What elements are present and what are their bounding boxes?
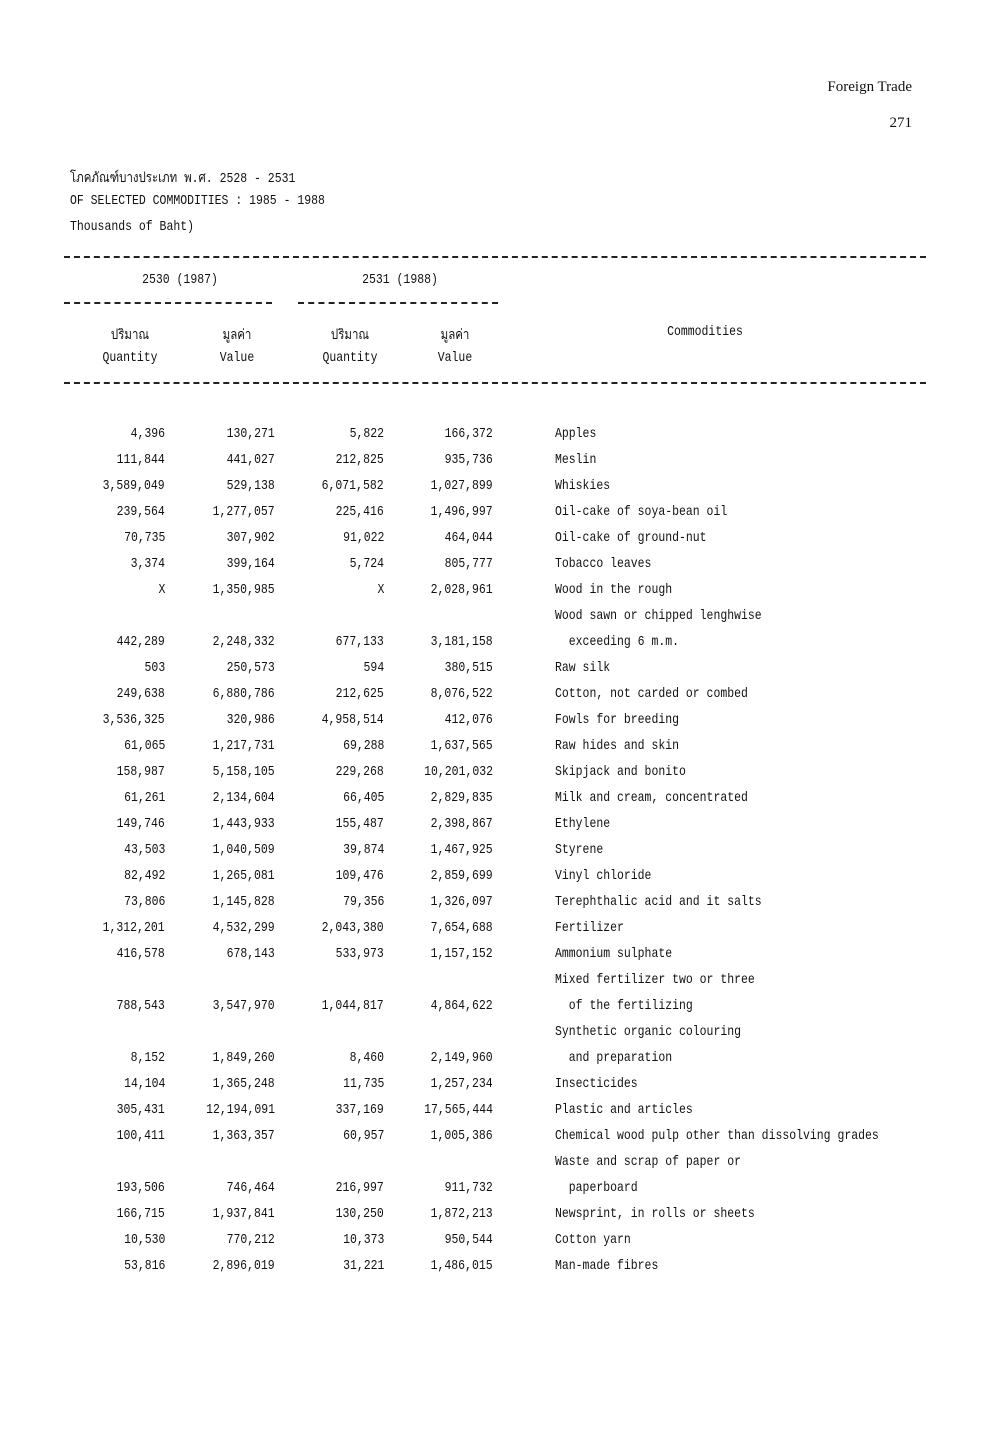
quantity-1988-cell: 11,735 <box>342 1076 384 1092</box>
table-title-thai: โภคภัณฑ์บางประเภท พ.ศ. 2528 - 2531 <box>70 171 296 187</box>
value-1988-cell: 4,864,622 <box>430 998 493 1014</box>
table-unit-note: Thousands of Baht) <box>70 219 195 235</box>
quantity-1988-cell: 212,825 <box>335 452 384 468</box>
value-1987-cell: 1,849,260 <box>212 1050 275 1066</box>
table-row <box>0 738 990 764</box>
quantity-1987-cell: 4,396 <box>130 426 165 442</box>
table-row <box>0 1024 990 1050</box>
table-row <box>0 478 990 504</box>
quantity-1988-cell: 155,487 <box>335 816 384 832</box>
commodity-name-cell: Apples <box>555 426 597 442</box>
value-1988-cell: 1,027,899 <box>430 478 493 494</box>
commodity-name-cell: Fertilizer <box>555 920 624 936</box>
table-row <box>0 816 990 842</box>
table-row <box>0 1076 990 1102</box>
commodity-name-cell: Wood in the rough <box>555 582 673 598</box>
year-1987-underline <box>64 302 272 304</box>
commodity-name-cell: Whiskies <box>555 478 611 494</box>
running-head: Foreign Trade <box>827 79 912 95</box>
table-row <box>0 452 990 478</box>
table-row <box>0 530 990 556</box>
table-row <box>0 634 990 660</box>
value-1988-cell: 1,005,386 <box>430 1128 493 1144</box>
commodity-name-cell: Milk and cream, concentrated <box>555 790 748 806</box>
value-1988-cell: 935,736 <box>444 452 493 468</box>
quantity-1987-cell: 100,411 <box>116 1128 165 1144</box>
quantity-1988-cell: 212,625 <box>335 686 384 702</box>
value-1987-cell: 529,138 <box>226 478 275 494</box>
quantity-1988-cell: 677,133 <box>335 634 384 650</box>
value-1988-heading: Value <box>437 350 473 366</box>
value-1988-cell: 412,076 <box>444 712 493 728</box>
commodity-name-cell: Raw silk <box>555 660 611 676</box>
quantity-1988-cell: 109,476 <box>335 868 384 884</box>
value-1987-cell: 441,027 <box>226 452 275 468</box>
quantity-1987-cell: 43,503 <box>123 842 165 858</box>
value-1988-cell: 2,398,867 <box>430 816 493 832</box>
quantity-1987-cell: 416,578 <box>116 946 165 962</box>
quantity-1987-cell: 53,816 <box>123 1258 165 1274</box>
value-1987-cell: 746,464 <box>226 1180 275 1196</box>
table-row <box>0 426 990 452</box>
table-row <box>0 1180 990 1206</box>
table-row <box>0 972 990 998</box>
quantity-1988-cell: 39,874 <box>342 842 384 858</box>
value-1988-cell: 2,829,835 <box>430 790 493 806</box>
commodity-name-cell: Newsprint, in rolls or sheets <box>555 1206 755 1222</box>
table-row <box>0 556 990 582</box>
commodity-name-cell: Vinyl chloride <box>555 868 652 884</box>
value-1987-cell: 3,547,970 <box>212 998 275 1014</box>
commodity-name-cell: Ethylene <box>555 816 611 832</box>
commodity-name-cell: and preparation <box>555 1050 673 1066</box>
value-1987-cell: 307,902 <box>226 530 275 546</box>
table-row <box>0 920 990 946</box>
value-1987-cell: 770,212 <box>226 1232 275 1248</box>
quantity-1987-cell: 249,638 <box>116 686 165 702</box>
commodity-name-cell: Waste and scrap of paper or <box>555 1154 742 1170</box>
commodity-name-cell: Cotton, not carded or combed <box>555 686 748 702</box>
table-row <box>0 504 990 530</box>
commodity-name-cell: Terephthalic acid and it salts <box>555 894 762 910</box>
header-bottom-rule <box>64 382 926 384</box>
table-row <box>0 946 990 972</box>
commodity-name-cell: Insecticides <box>555 1076 638 1092</box>
value-1988-cell: 166,372 <box>444 426 493 442</box>
table-row <box>0 1102 990 1128</box>
commodity-name-cell: Tobacco leaves <box>555 556 652 572</box>
quantity-1987-cell: 305,431 <box>116 1102 165 1118</box>
quantity-1987-cell: 82,492 <box>123 868 165 884</box>
commodity-name-cell: Cotton yarn <box>555 1232 631 1248</box>
value-1988-cell: 380,515 <box>444 660 493 676</box>
commodity-name-cell: Mixed fertilizer two or three <box>555 972 755 988</box>
value-1988-cell: 464,044 <box>444 530 493 546</box>
value-1988-cell: 1,486,015 <box>430 1258 493 1274</box>
commodity-name-cell: Ammonium sulphate <box>555 946 673 962</box>
commodity-name-cell: Fowls for breeding <box>555 712 680 728</box>
year-1987-heading: 2530 (1987) <box>142 272 218 288</box>
value-1987-cell: 1,217,731 <box>212 738 275 754</box>
quantity-1988-cell: 69,288 <box>342 738 384 754</box>
value-1987-cell: 1,363,357 <box>212 1128 275 1144</box>
table-row <box>0 1050 990 1076</box>
quantity-1988-cell: 66,405 <box>342 790 384 806</box>
quantity-1988-cell: 130,250 <box>335 1206 384 1222</box>
table-row <box>0 686 990 712</box>
value-1988-cell: 1,467,925 <box>430 842 493 858</box>
quantity-1987-cell: 3,589,049 <box>102 478 165 494</box>
value-1987-cell: 1,350,985 <box>212 582 275 598</box>
quantity-1987-cell: 73,806 <box>123 894 165 910</box>
value-1987-cell: 399,164 <box>226 556 275 572</box>
quantity-1988-cell: 337,169 <box>335 1102 384 1118</box>
table-row <box>0 894 990 920</box>
quantity-1988-cell: 2,043,380 <box>321 920 384 936</box>
value-1987-cell: 1,145,828 <box>212 894 275 910</box>
value-1987-heading: Value <box>219 350 255 366</box>
quantity-1987-heading: Quantity <box>102 350 158 366</box>
quantity-1988-cell: 216,997 <box>335 1180 384 1196</box>
commodity-name-cell: Oil-cake of soya-bean oil <box>555 504 728 520</box>
table-row <box>0 608 990 634</box>
value-1988-cell: 1,637,565 <box>430 738 493 754</box>
value-1988-heading-thai: มูลค่า <box>440 328 470 344</box>
quantity-1988-cell: 6,071,582 <box>321 478 384 494</box>
value-1987-cell: 250,573 <box>226 660 275 676</box>
value-1987-cell: 678,143 <box>226 946 275 962</box>
quantity-1987-cell: 503 <box>144 660 165 676</box>
quantity-1987-cell: 193,506 <box>116 1180 165 1196</box>
quantity-1988-cell: 79,356 <box>342 894 384 910</box>
quantity-1988-heading-thai: ปริมาณ <box>330 328 370 344</box>
quantity-1987-cell: 70,735 <box>123 530 165 546</box>
value-1987-cell: 1,265,081 <box>212 868 275 884</box>
quantity-1988-cell: 229,268 <box>335 764 384 780</box>
page-number: 271 <box>889 115 912 131</box>
quantity-1988-cell: 594 <box>363 660 384 676</box>
value-1988-cell: 1,496,997 <box>430 504 493 520</box>
quantity-1987-cell: 1,312,201 <box>102 920 165 936</box>
value-1987-cell: 2,248,332 <box>212 634 275 650</box>
value-1988-cell: 3,181,158 <box>430 634 493 650</box>
year-1988-underline <box>298 302 498 304</box>
value-1988-cell: 911,732 <box>444 1180 493 1196</box>
commodity-name-cell: Plastic and articles <box>555 1102 693 1118</box>
value-1987-cell: 12,194,091 <box>206 1102 275 1118</box>
quantity-1988-cell: 91,022 <box>342 530 384 546</box>
quantity-1987-heading-thai: ปริมาณ <box>110 328 150 344</box>
quantity-1988-cell: 10,373 <box>342 1232 384 1248</box>
commodity-name-cell: paperboard <box>555 1180 638 1196</box>
quantity-1987-cell: 442,289 <box>116 634 165 650</box>
value-1987-cell: 1,365,248 <box>212 1076 275 1092</box>
value-1988-cell: 2,859,699 <box>430 868 493 884</box>
commodity-name-cell: exceeding 6 m.m. <box>555 634 680 650</box>
value-1988-cell: 1,157,152 <box>430 946 493 962</box>
value-1988-cell: 1,257,234 <box>430 1076 493 1092</box>
quantity-1987-cell: 166,715 <box>116 1206 165 1222</box>
quantity-1987-cell: 61,261 <box>123 790 165 806</box>
quantity-1988-cell: 60,957 <box>342 1128 384 1144</box>
quantity-1988-cell: 8,460 <box>349 1050 384 1066</box>
table-row <box>0 764 990 790</box>
quantity-1987-cell: 14,104 <box>123 1076 165 1092</box>
commodity-name-cell: Raw hides and skin <box>555 738 680 754</box>
value-1988-cell: 1,326,097 <box>430 894 493 910</box>
value-1988-cell: 10,201,032 <box>424 764 493 780</box>
value-1987-cell: 2,134,604 <box>212 790 275 806</box>
commodity-name-cell: Oil-cake of ground-nut <box>555 530 707 546</box>
value-1987-cell: 2,896,019 <box>212 1258 275 1274</box>
value-1988-cell: 8,076,522 <box>430 686 493 702</box>
year-1988-heading: 2531 (1988) <box>362 272 438 288</box>
table-row <box>0 712 990 738</box>
table-row <box>0 1154 990 1180</box>
commodity-name-cell: Man-made fibres <box>555 1258 659 1274</box>
table-row <box>0 868 990 894</box>
commodity-name-cell: Meslin <box>555 452 597 468</box>
quantity-1988-cell: 4,958,514 <box>321 712 384 728</box>
quantity-1988-cell: 5,724 <box>349 556 384 572</box>
value-1988-cell: 2,028,961 <box>430 582 493 598</box>
quantity-1987-cell: 149,746 <box>116 816 165 832</box>
table-row <box>0 842 990 868</box>
value-1987-cell: 130,271 <box>226 426 275 442</box>
table-row <box>0 1232 990 1258</box>
commodity-name-cell: Chemical wood pulp other than dissolving grades <box>555 1128 879 1144</box>
quantity-1987-cell: 10,530 <box>123 1232 165 1248</box>
quantity-1987-cell: 3,374 <box>130 556 165 572</box>
value-1988-cell: 2,149,960 <box>430 1050 493 1066</box>
value-1987-cell: 1,937,841 <box>212 1206 275 1222</box>
quantity-1987-cell: 788,543 <box>116 998 165 1014</box>
value-1987-cell: 6,880,786 <box>212 686 275 702</box>
value-1988-cell: 1,872,213 <box>430 1206 493 1222</box>
commodity-name-cell: of the fertilizing <box>555 998 693 1014</box>
table-row <box>0 582 990 608</box>
quantity-1988-cell: 31,221 <box>342 1258 384 1274</box>
value-1988-cell: 805,777 <box>444 556 493 572</box>
value-1987-cell: 1,277,057 <box>212 504 275 520</box>
value-1987-cell: 4,532,299 <box>212 920 275 936</box>
quantity-1987-cell: 3,536,325 <box>102 712 165 728</box>
table-row <box>0 1206 990 1232</box>
table-title-english: OF SELECTED COMMODITIES : 1985 - 1988 <box>70 193 325 209</box>
value-1987-cell: 320,986 <box>226 712 275 728</box>
value-1988-cell: 7,654,688 <box>430 920 493 936</box>
table-row <box>0 790 990 816</box>
quantity-1987-cell: X <box>158 582 165 598</box>
commodity-name-cell: Wood sawn or chipped lenghwise <box>555 608 762 624</box>
quantity-1988-cell: 1,044,817 <box>321 998 384 1014</box>
value-1987-cell: 5,158,105 <box>212 764 275 780</box>
value-1988-cell: 17,565,444 <box>424 1102 493 1118</box>
quantity-1987-cell: 61,065 <box>123 738 165 754</box>
table-row <box>0 1258 990 1284</box>
quantity-1988-heading: Quantity <box>322 350 378 366</box>
quantity-1988-cell: X <box>377 582 384 598</box>
commodity-name-cell: Skipjack and bonito <box>555 764 686 780</box>
table-row <box>0 1128 990 1154</box>
quantity-1988-cell: 5,822 <box>349 426 384 442</box>
quantity-1988-cell: 533,973 <box>335 946 384 962</box>
quantity-1987-cell: 111,844 <box>116 452 165 468</box>
table-row <box>0 998 990 1024</box>
value-1987-cell: 1,040,509 <box>212 842 275 858</box>
value-1988-cell: 950,544 <box>444 1232 493 1248</box>
quantity-1987-cell: 158,987 <box>116 764 165 780</box>
quantity-1987-cell: 239,564 <box>116 504 165 520</box>
commodities-heading: Commodities <box>667 324 743 340</box>
top-rule <box>64 256 926 258</box>
quantity-1988-cell: 225,416 <box>335 504 384 520</box>
commodity-name-cell: Styrene <box>555 842 604 858</box>
quantity-1987-cell: 8,152 <box>130 1050 165 1066</box>
table-row <box>0 660 990 686</box>
commodity-name-cell: Synthetic organic colouring <box>555 1024 742 1040</box>
value-1987-cell: 1,443,933 <box>212 816 275 832</box>
value-1987-heading-thai: มูลค่า <box>222 328 252 344</box>
